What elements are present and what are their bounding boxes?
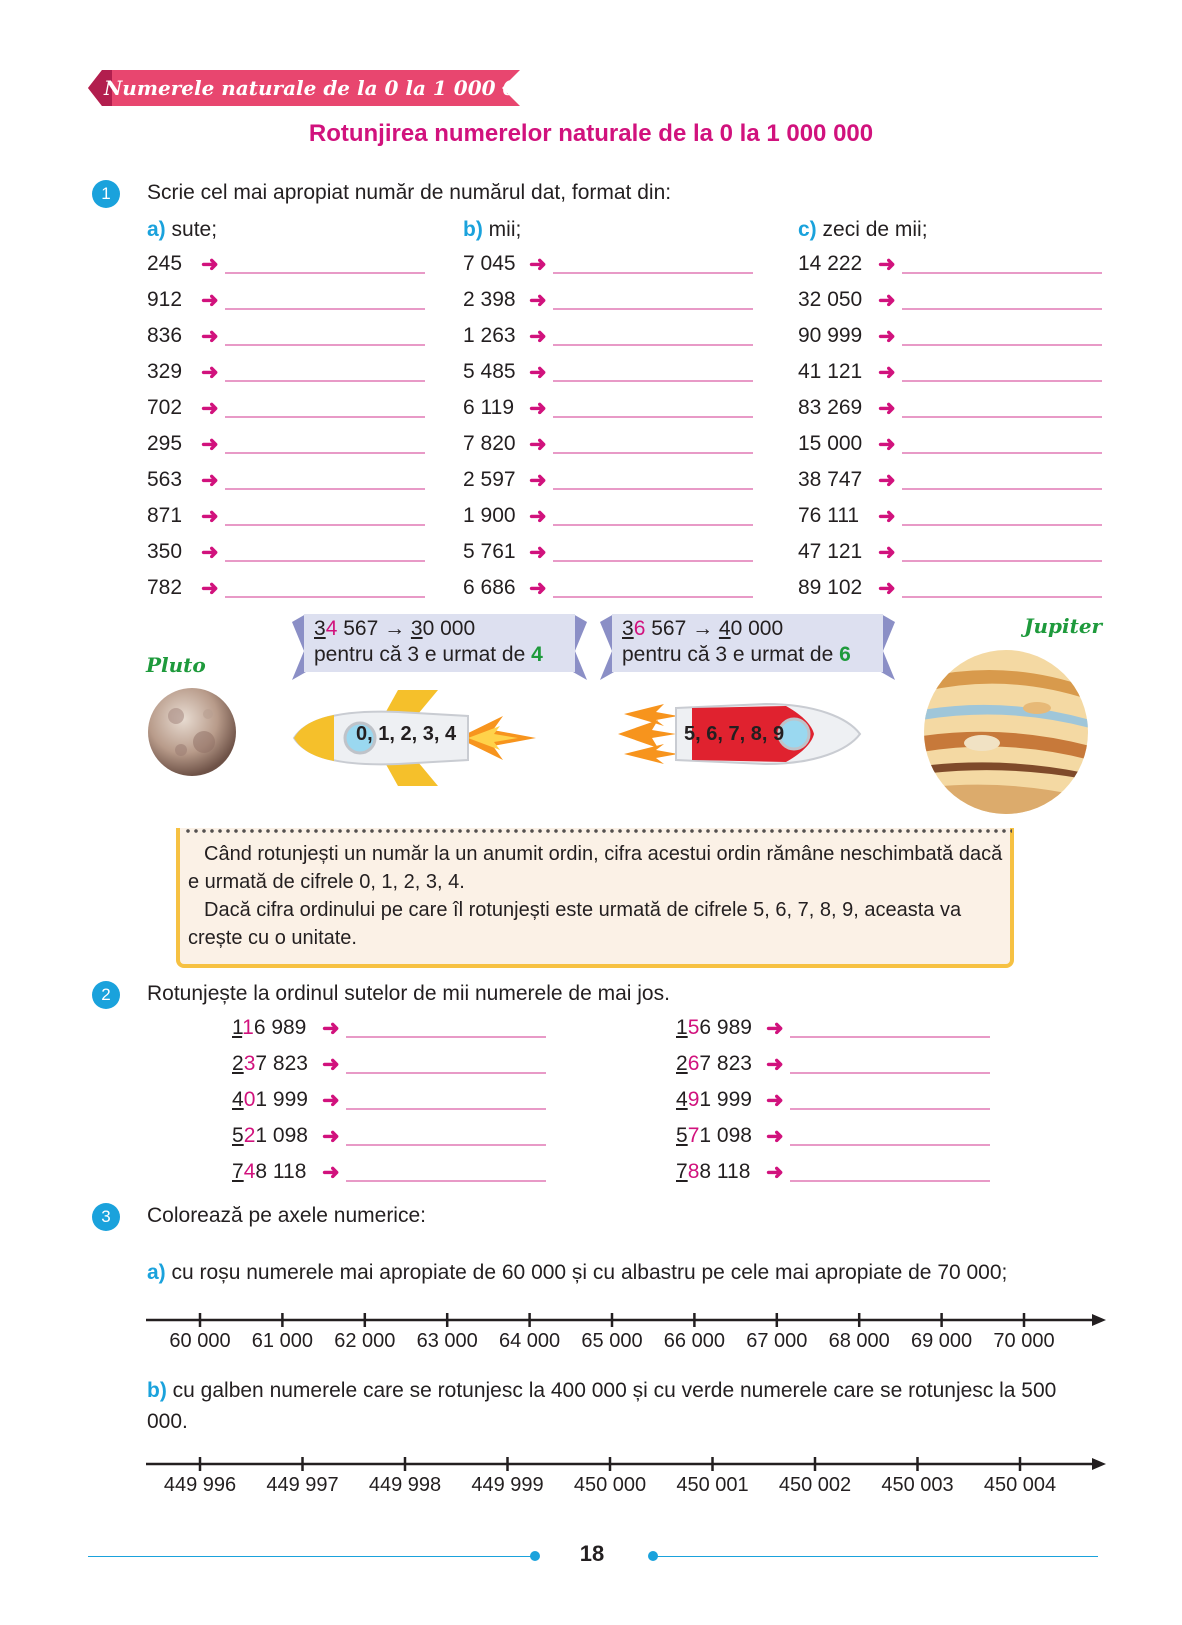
exercise-row (798, 570, 1102, 606)
exercise-row (463, 498, 753, 534)
axis-tick-label: 68 000 (828, 1330, 890, 1352)
exercise-row (232, 1082, 546, 1118)
arrow-right-icon: ➜ (766, 1088, 784, 1112)
axis-tick-label: 62 000 (334, 1330, 396, 1352)
arrow-right-icon: ➜ (878, 288, 896, 312)
given-number: 521 098 (232, 1124, 308, 1147)
answer-line[interactable] (346, 1180, 546, 1182)
exercise-row (798, 498, 1102, 534)
column-c (798, 218, 1102, 606)
arrow-right-icon: ➜ (529, 252, 547, 276)
answer-line[interactable] (225, 308, 425, 310)
given-number: 836 (147, 324, 183, 347)
exercise-row (232, 1010, 546, 1046)
exercise-row (463, 282, 753, 318)
given-number: 491 999 (676, 1088, 752, 1111)
given-number: 329 (147, 360, 183, 383)
exercise-row (147, 462, 425, 498)
exercise-row (147, 498, 425, 534)
axis-tick-label: 449 997 (266, 1474, 339, 1496)
arrow-right-icon: ➜ (529, 504, 547, 528)
answer-line[interactable] (225, 416, 425, 418)
answer-line[interactable] (225, 380, 425, 382)
given-number: 782 (147, 576, 183, 599)
arrow-right-icon: ➜ (322, 1016, 340, 1040)
given-number: 2 597 (463, 468, 516, 491)
given-number: 5 761 (463, 540, 516, 563)
arrow-right-icon: ➜ (201, 324, 219, 348)
given-number: 1 263 (463, 324, 516, 347)
axis-tick-label: 69 000 (911, 1330, 973, 1352)
axis-tick-label: 70 000 (993, 1330, 1055, 1352)
axis-tick-label: 60 000 (169, 1330, 231, 1352)
given-number: 237 823 (232, 1052, 308, 1075)
jupiter-label: Jupiter (1024, 614, 1103, 638)
given-number: 7 820 (463, 432, 516, 455)
exercise-row (798, 462, 1102, 498)
rule-paragraph-1: Când rotunjești un număr la un anumit ordin, cifra acestui ordin rămâne neschimbată dacă e urmată de cifrele 0, 1, 2, 3, 4. (188, 843, 1003, 893)
arrow-right-icon: ➜ (529, 468, 547, 492)
answer-line[interactable] (553, 524, 753, 526)
exercise-row (798, 534, 1102, 570)
column-label: c) zeci de mii; (798, 218, 928, 241)
exercise-instruction: Scrie cel mai apropiat număr de numărul dat, format din: (147, 181, 672, 204)
answer-line[interactable] (902, 272, 1102, 274)
axis-tick-label: 66 000 (663, 1330, 725, 1352)
exercise-row (676, 1118, 990, 1154)
answer-line[interactable] (902, 380, 1102, 382)
given-number: 76 111 (798, 504, 860, 527)
exercise-row (676, 1046, 990, 1082)
pluto-label: Pluto (146, 653, 206, 677)
arrow-right-icon: ➜ (201, 540, 219, 564)
column-label: a) sute; (147, 218, 218, 241)
axis-tick-label: 450 004 (983, 1474, 1057, 1496)
answer-line[interactable] (225, 560, 425, 562)
exercise-number: 1 (92, 180, 120, 208)
exercise-row (147, 354, 425, 390)
exercise-row (463, 246, 753, 282)
arrow-right-icon: ➜ (201, 504, 219, 528)
arrow-right-icon: ➜ (529, 288, 547, 312)
arrow-right-icon: ➜ (529, 360, 547, 384)
ex3-task-a: a) cu roșu numerele mai apropiate de 60 000 și cu albastru pe cele mai apropiate de 70 000; (147, 1261, 1008, 1284)
exercise-row (463, 318, 753, 354)
given-number: 245 (147, 252, 183, 275)
arrow-right-icon: ➜ (766, 1016, 784, 1040)
rule-box-dotted-border (184, 827, 1012, 835)
arrow-right-icon: ➜ (322, 1124, 340, 1148)
exercise-row (463, 534, 753, 570)
chapter-banner-text: Numerele naturale de la 0 la 1 000 000 (104, 76, 545, 100)
column-label: b) mii; (463, 218, 522, 241)
given-number: 38 747 (798, 468, 863, 491)
arrow-right-icon: ➜ (201, 468, 219, 492)
axis-tick-label: 449 999 (471, 1474, 544, 1496)
exercise-row (463, 570, 753, 606)
arrow-right-icon: ➜ (878, 576, 896, 600)
given-number: 90 999 (798, 324, 863, 347)
axis-tick-label: 450 002 (778, 1474, 852, 1496)
exercise-row (798, 282, 1102, 318)
page-title: Rotunjirea numerelor naturale de la 0 la 1 000 000 (308, 120, 874, 147)
arrow-right-icon: ➜ (766, 1160, 784, 1184)
given-number: 912 (147, 288, 183, 311)
given-number: 788 118 (676, 1160, 751, 1183)
exercise-number: 2 (92, 981, 120, 1009)
given-number: 6 686 (463, 576, 516, 599)
footer-dot-left (530, 1551, 540, 1561)
answer-line[interactable] (902, 308, 1102, 310)
given-number: 7 045 (463, 252, 516, 275)
answer-line[interactable] (225, 272, 425, 274)
answer-line[interactable] (790, 1180, 990, 1182)
axis-tick-label: 450 003 (881, 1474, 954, 1496)
arrow-right-icon: ➜ (878, 540, 896, 564)
answer-line[interactable] (225, 596, 425, 598)
given-number: 295 (147, 432, 183, 455)
given-number: 5 485 (463, 360, 516, 383)
arrow-right-icon: ➜ (878, 252, 896, 276)
answer-line[interactable] (225, 452, 425, 454)
rocket-left-digits: 0, 1, 2, 3, 4 (356, 723, 457, 745)
arrow-right-icon: ➜ (201, 396, 219, 420)
answer-line[interactable] (902, 452, 1102, 454)
answer-line[interactable] (225, 524, 425, 526)
arrow-right-icon: ➜ (878, 432, 896, 456)
answer-line[interactable] (346, 1036, 546, 1038)
answer-line[interactable] (553, 344, 753, 346)
answer-line[interactable] (553, 416, 753, 418)
answer-line[interactable] (553, 488, 753, 490)
given-number: 14 222 (798, 252, 863, 275)
answer-line[interactable] (902, 488, 1102, 490)
given-number: 748 118 (232, 1160, 307, 1183)
axis-tick-label: 64 000 (499, 1330, 561, 1352)
given-number: 401 999 (232, 1088, 308, 1111)
arrow-right-icon: ➜ (201, 252, 219, 276)
answer-line[interactable] (553, 452, 753, 454)
answer-line[interactable] (790, 1144, 990, 1146)
given-number: 156 989 (676, 1016, 752, 1039)
given-number: 571 098 (676, 1124, 752, 1147)
exercise-row (147, 246, 425, 282)
arrow-right-icon: ➜ (529, 396, 547, 420)
given-number: 41 121 (798, 360, 863, 383)
axis-tick-label: 450 001 (676, 1474, 749, 1496)
exercise-row (798, 354, 1102, 390)
pluto-planet-image (146, 686, 238, 778)
arrow-right-icon: ➜ (878, 468, 896, 492)
given-number: 89 102 (798, 576, 863, 599)
arrow-right-icon: ➜ (878, 504, 896, 528)
given-number: 702 (147, 396, 183, 419)
exercise-number: 3 (92, 1203, 120, 1231)
answer-line[interactable] (553, 272, 753, 274)
arrow-right-icon: ➜ (878, 396, 896, 420)
answer-line[interactable] (553, 560, 753, 562)
number-line-a-labels (146, 1330, 1106, 1360)
exercise-row (147, 570, 425, 606)
answer-line[interactable] (346, 1108, 546, 1110)
answer-line[interactable] (553, 380, 753, 382)
arrow-right-icon: ➜ (201, 432, 219, 456)
exercise-row (798, 246, 1102, 282)
exercise-instruction: Colorează pe axele numerice: (147, 1204, 426, 1227)
answer-line[interactable] (553, 308, 753, 310)
axis-tick-label: 63 000 (416, 1330, 478, 1352)
column-a (147, 218, 425, 606)
given-number: 1 900 (463, 504, 516, 527)
arrow-right-icon: ➜ (878, 324, 896, 348)
axis-tick-label: 449 996 (163, 1474, 237, 1496)
exercise-row (798, 426, 1102, 462)
ex2-left-list (232, 1010, 546, 1190)
arrow-right-icon: ➜ (529, 540, 547, 564)
answer-line[interactable] (225, 344, 425, 346)
answer-line[interactable] (902, 596, 1102, 598)
exercise-row (147, 390, 425, 426)
answer-line[interactable] (790, 1072, 990, 1074)
answer-line[interactable] (902, 416, 1102, 418)
exercise-row (676, 1154, 990, 1190)
given-number: 83 269 (798, 396, 863, 419)
rule-paragraph-2: Dacă cifra ordinului pe care îl rotunjești este urmată de cifrele 5, 6, 7, 8, 9, aceasta va crește cu o unitate. (188, 899, 962, 949)
arrow-right-icon: ➜ (201, 576, 219, 600)
number-line-b (146, 1454, 1106, 1474)
example-right: 36 567 → 40 000 pentru că 3 e urmat de 6 (622, 617, 851, 666)
jupiter-planet-image (922, 648, 1090, 816)
number-line-a (146, 1310, 1106, 1330)
axis-tick-label: 67 000 (746, 1330, 808, 1352)
given-number: 871 (147, 504, 183, 527)
given-number: 32 050 (798, 288, 863, 311)
exercise-row (676, 1010, 990, 1046)
axis-tick-label: 450 000 (573, 1474, 647, 1496)
page-number: 18 (579, 1541, 605, 1566)
answer-line[interactable] (902, 524, 1102, 526)
answer-line[interactable] (346, 1072, 546, 1074)
exercise-row (798, 318, 1102, 354)
exercise-instruction: Rotunjește la ordinul sutelor de mii numerele de mai jos. (147, 982, 670, 1005)
given-number: 2 398 (463, 288, 516, 311)
arrow-right-icon: ➜ (766, 1052, 784, 1076)
axis-tick-label: 61 000 (251, 1330, 313, 1352)
answer-line[interactable] (553, 596, 753, 598)
given-number: 563 (147, 468, 183, 491)
given-number: 116 989 (232, 1016, 307, 1039)
answer-line[interactable] (790, 1108, 990, 1110)
arrow-right-icon: ➜ (529, 324, 547, 348)
answer-line[interactable] (346, 1144, 546, 1146)
answer-line[interactable] (902, 560, 1102, 562)
exercise-row (463, 390, 753, 426)
given-number: 6 119 (463, 396, 514, 419)
axis-tick-label: 449 998 (368, 1474, 442, 1496)
given-number: 47 121 (798, 540, 863, 563)
exercise-row (676, 1082, 990, 1118)
given-number: 267 823 (676, 1052, 752, 1075)
ex2-right-list (676, 1010, 990, 1190)
answer-line[interactable] (902, 344, 1102, 346)
exercise-row (232, 1154, 546, 1190)
exercise-row (147, 534, 425, 570)
arrow-right-icon: ➜ (529, 432, 547, 456)
footer-line-left (88, 1556, 536, 1557)
axis-tick-label: 65 000 (581, 1330, 643, 1352)
exercise-row (232, 1118, 546, 1154)
arrow-right-icon: ➜ (322, 1088, 340, 1112)
column-b (463, 218, 753, 606)
exercise-row (463, 426, 753, 462)
rule-text (188, 840, 1008, 952)
ex3-task-b: b) cu galben numerele care se rotunjesc la 400 000 și cu verde numerele care se rotunjesc la 500 000. (147, 1379, 1057, 1433)
exercise-row (147, 282, 425, 318)
arrow-right-icon: ➜ (322, 1052, 340, 1076)
footer-line-right (652, 1556, 1098, 1557)
exercise-row (232, 1046, 546, 1082)
answer-line[interactable] (790, 1036, 990, 1038)
exercise-row (798, 390, 1102, 426)
arrow-right-icon: ➜ (322, 1160, 340, 1184)
number-line-b-labels (146, 1474, 1106, 1504)
rocket-right-digits: 5, 6, 7, 8, 9 (684, 723, 785, 745)
arrow-right-icon: ➜ (529, 576, 547, 600)
exercise-row (147, 318, 425, 354)
given-number: 15 000 (798, 432, 863, 455)
arrow-right-icon: ➜ (766, 1124, 784, 1148)
arrow-right-icon: ➜ (201, 288, 219, 312)
answer-line[interactable] (225, 488, 425, 490)
exercise-row (463, 354, 753, 390)
exercise-row (463, 462, 753, 498)
given-number: 350 (147, 540, 183, 563)
arrow-right-icon: ➜ (878, 360, 896, 384)
arrow-right-icon: ➜ (201, 360, 219, 384)
exercise-row (147, 426, 425, 462)
example-left: 34 567 → 30 000 pentru că 3 e urmat de 4 (314, 617, 543, 666)
